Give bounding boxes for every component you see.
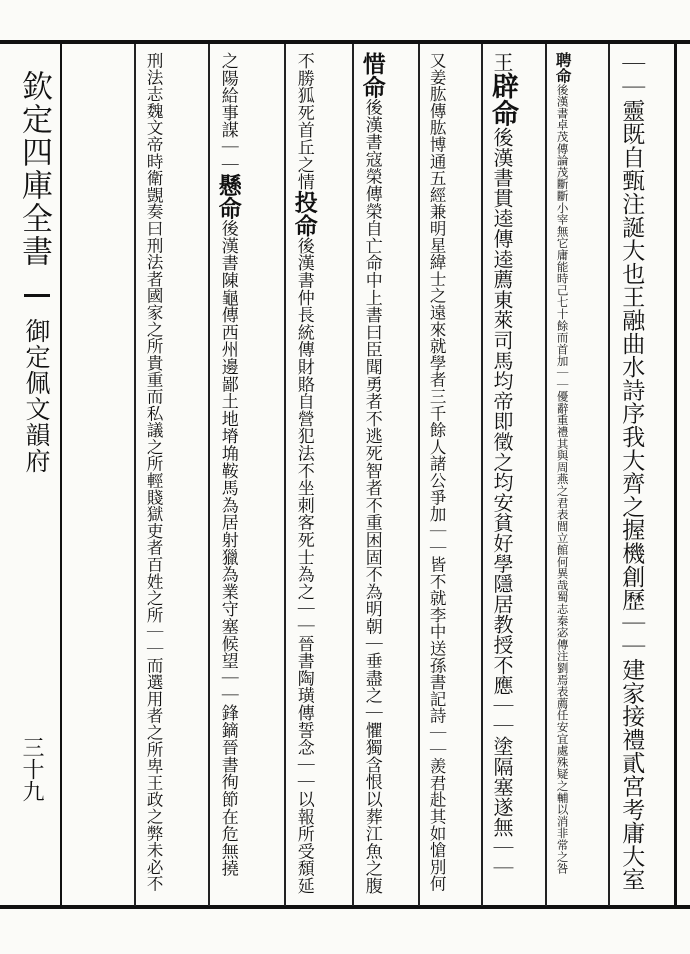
fishtail-mark xyxy=(24,294,50,311)
column-text: 後漢書貫逵傳逵薦東萊司馬均帝即徵之均安貧好學隱居教授不應｜｜塗隔塞遂無｜｜ xyxy=(490,126,514,879)
column-divider xyxy=(481,44,483,906)
bottom-border xyxy=(0,905,690,909)
column-divider xyxy=(134,44,136,906)
column-text: 之陽給事謀｜｜ xyxy=(217,52,238,174)
column-divider xyxy=(545,44,547,906)
outer-right-rule xyxy=(674,44,677,906)
top-border xyxy=(0,40,690,44)
entry-heading: 聘命 xyxy=(553,52,573,84)
column-divider xyxy=(208,44,210,906)
column-text: 後漢書陳龜傳西州邊鄙土地塉埆鞍馬為居射獵為業守塞候望｜｜鋒鏑晉書徇節在危無撓 xyxy=(217,219,238,878)
column-text: 又姜肱傳肱博通五經兼明星緯士之遠來就學者三千餘人諸公爭加｜｜皆不就李中送孫書記詩｜｜羨君赴其如愴別何 xyxy=(427,52,447,892)
column-divider xyxy=(608,44,610,906)
book-title: 欽定四庫全書 xyxy=(16,70,52,268)
text-column xyxy=(618,52,643,891)
text-column xyxy=(214,52,242,878)
margin-rule xyxy=(60,44,62,906)
column-text: ｜｜靈既自甄注誕大也王融曲水詩序我大齊之握機創歷｜｜建家接禮貳宮考庸大室 xyxy=(618,52,645,891)
column-divider xyxy=(418,44,420,906)
column-text: 後漢書寇榮傳榮自亡命中上書曰臣聞勇者不逃死智者不重困固不為明朝｜垂盡之｜懼獨含恨以葬江魚之腹 xyxy=(361,98,382,895)
column-text: 刑法志魏文帝時衛覬奏曰刑法者國家之所貴重而私議之所輕賤獄吏者百姓之所｜｜而選用者之所卑王政之弊未必不 xyxy=(144,52,164,892)
entry-heading: 辟命 xyxy=(487,72,518,127)
entry-heading: 惜命 xyxy=(358,52,386,99)
text-column xyxy=(553,52,573,875)
column-text: 不勝狐死首丘之情 xyxy=(293,52,314,191)
entry-heading: 投命 xyxy=(290,190,318,237)
text-column xyxy=(144,52,162,892)
text-column xyxy=(487,52,518,879)
column-text: 後漢書仲長統傳財賂自營犯法不坐刺客死士為之｜｜晉書陶璜傳誓念｜｜以報所受頹延 xyxy=(293,236,314,895)
entry-heading: 懸命 xyxy=(214,173,242,220)
text-column xyxy=(358,52,386,895)
text-column xyxy=(290,52,318,895)
page-number: 三十九 xyxy=(19,736,44,802)
volume-title: 御定佩文韻府 xyxy=(22,318,51,474)
column-text: 王 xyxy=(490,52,514,73)
column-divider xyxy=(284,44,286,906)
text-column xyxy=(427,52,445,892)
column-text: 後漢書卓茂傳論茂斷斷小宰無它庸能時己七十餘而首加｜｜優辭重禮其與周燕之君表閭立館何異哉蜀志秦宓傳注劉焉表薦任安宜處殊疑之輔以消非常之咎 xyxy=(555,83,570,875)
column-divider xyxy=(352,44,354,906)
